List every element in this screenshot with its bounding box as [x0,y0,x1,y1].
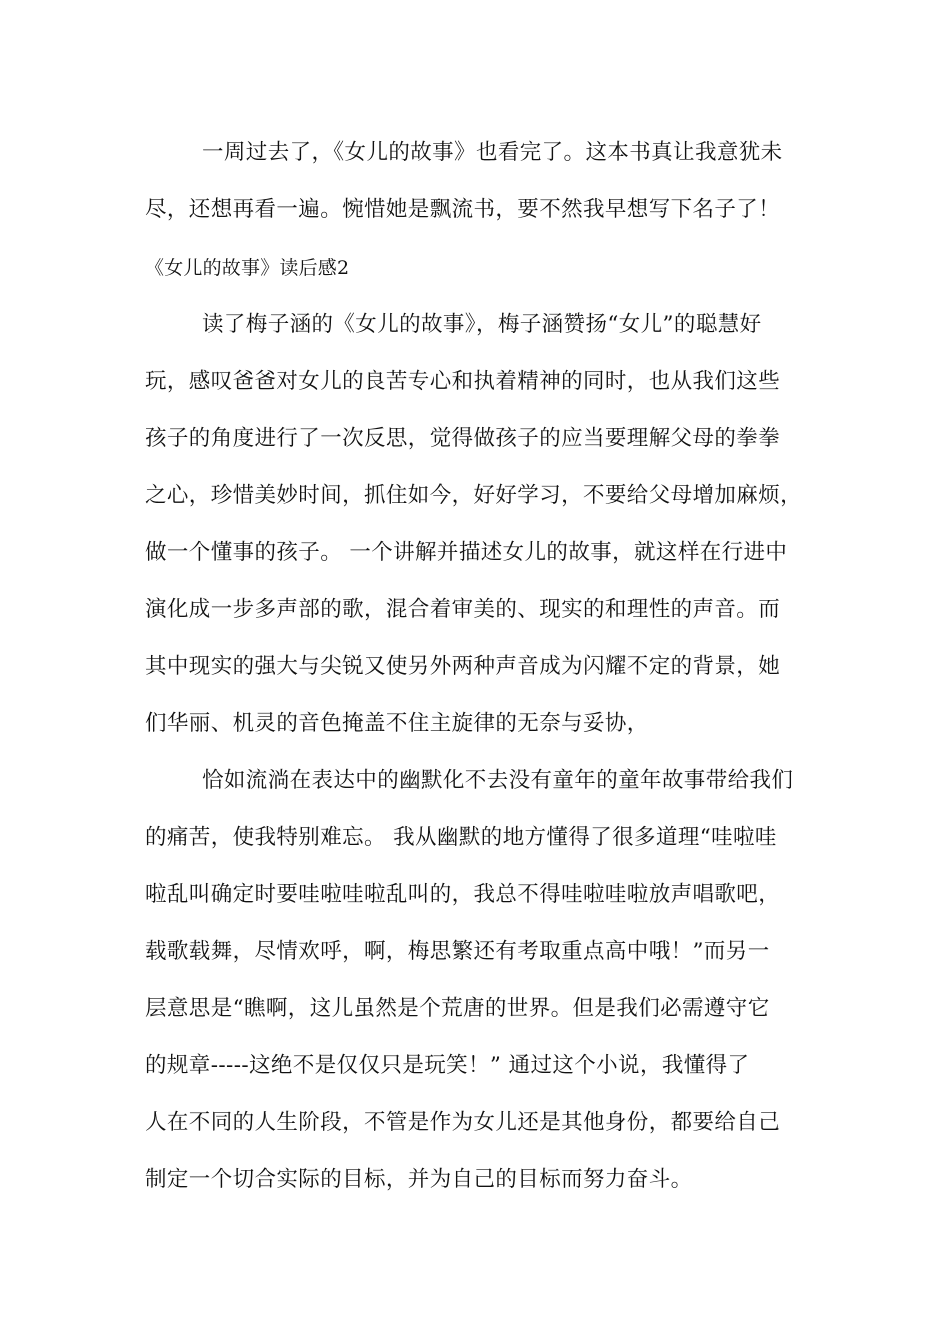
paragraph-line: 一周过去了，《女儿的故事》也看完了。这本书真让我意犹未 [202,140,783,165]
paragraph-line: 读了梅子涵的《女儿的故事》，梅子涵赞扬“女儿”的聪慧好 [202,312,762,337]
paragraph-line: 演化成一步多声部的歌，混合着审美的、现实的和理性的声音。而 [145,597,781,622]
paragraph-line: 制定一个切合实际的目标，并为自己的目标而努力奋斗。 [145,1167,693,1192]
paragraph-line: 载歌载舞，尽情欢呼，啊，梅思繁还有考取重点高中哦！”而另一 [145,939,770,964]
paragraph-line: 们华丽、机灵的音色掩盖不住主旋律的无奈与妥协， [145,711,649,736]
section-heading: 《女儿的故事》读后感2 [145,257,350,279]
paragraph-line: 啦乱叫确定时要哇啦哇啦乱叫的，我总不得哇啦哇啦放声唱歌吧， [145,882,781,907]
paragraph-line: 之心，珍惜美妙时间，抓住如今，好好学习，不要给父母增加麻烦， [145,483,803,508]
paragraph-line: 尽，还想再看一遍。惋惜她是飘流书，要不然我早想写下名子了！ [145,197,781,222]
paragraph-line: 的痛苦，使我特别难忘。 我从幽默的地方懂得了很多道理“哇啦哇 [145,825,777,850]
paragraph-line: 人在不同的人生阶段，不管是作为女儿还是其他身份，都要给自己 [145,1110,781,1135]
paragraph-line: 孩子的角度进行了一次反思，觉得做孩子的应当要理解父母的拳拳 [145,426,781,451]
paragraph-line: 其中现实的强大与尖锐又使另外两种声音成为闪耀不定的背景，她 [145,654,781,679]
paragraph-line: 层意思是“瞧啊，这儿虽然是个荒唐的世界。但是我们必需遵守它 [145,996,770,1021]
paragraph-line: 玩，感叹爸爸对女儿的良苦专心和执着精神的同时，也从我们这些 [145,369,781,394]
paragraph-line: 的规章-----这绝不是仅仅只是玩笑！” 通过这个小说，我懂得了 [145,1053,750,1078]
paragraph-line: 做一个懂事的孩子。 一个讲解并描述女儿的故事，就这样在行进中 [145,540,788,565]
paragraph-line: 恰如流淌在表达中的幽默化不去没有童年的童年故事带给我们 [202,768,794,793]
